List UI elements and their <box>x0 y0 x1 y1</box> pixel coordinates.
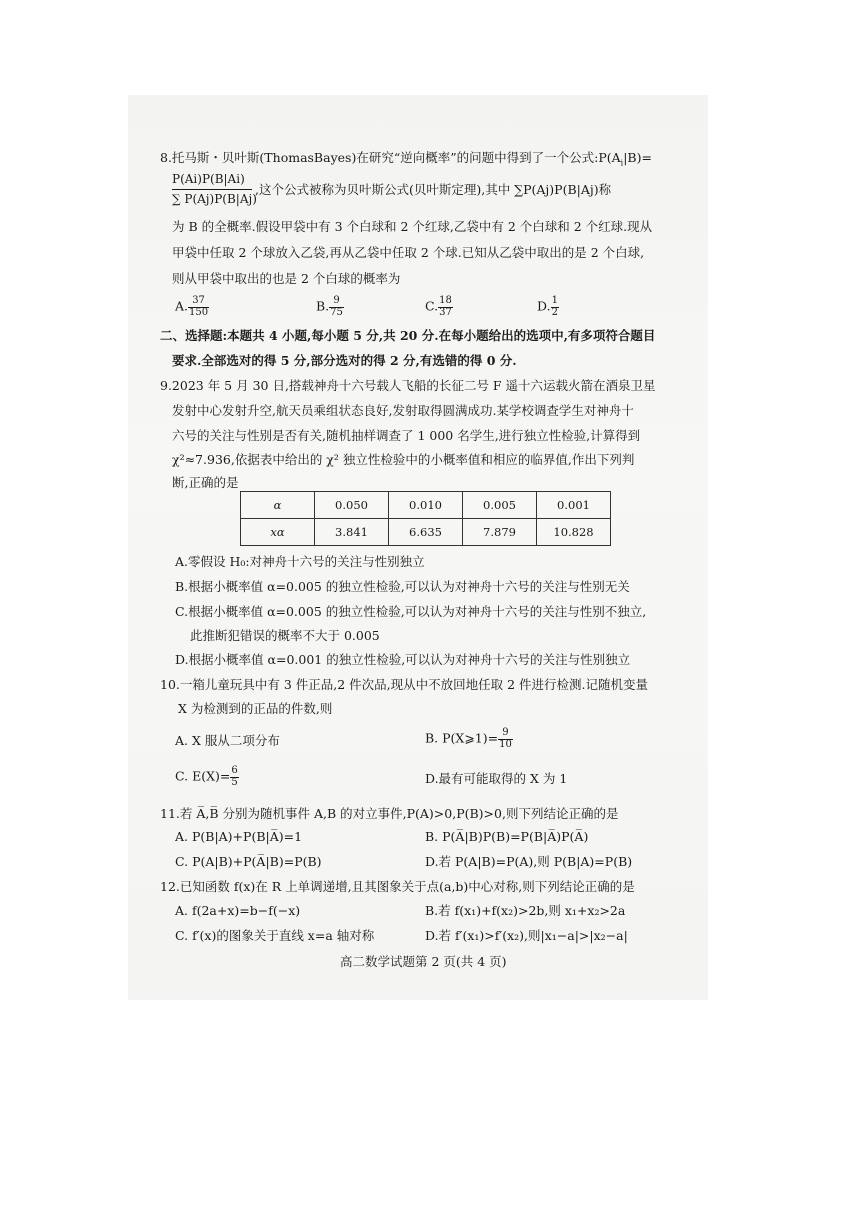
q9-option-c-line1: C.根据小概率值 α=0.005 的独立性检验,可以认为对神舟十六号的关注与性别不独立, <box>175 604 647 619</box>
q8-option-a: A. $\frac{37}{150}$ <box>175 295 209 318</box>
q9-option-b: B.根据小概率值 α=0.005 的独立性检验,可以认为对神舟十六号的关注与性别无关 <box>175 579 630 594</box>
q8-line2: ,这个公式被称为贝叶斯公式(贝叶斯定理),其中 ∑P(Aj)P(B|Aj)称 <box>255 182 612 197</box>
q12-option-d: D.若 f′(x₁)>f′(x₂),则|x₁−a|>|x₂−a| <box>425 928 628 943</box>
q11-option-a: A. P(B|A)+P(B|A̅)=1 <box>175 829 303 844</box>
q10-option-d: D.最有可能取得的 X 为 1 <box>425 771 568 786</box>
q9-line5: 断,正确的是 <box>172 475 239 490</box>
table-header-critical: xα <box>241 519 315 546</box>
critical-value-table <box>240 491 611 546</box>
bayes-denominator: ∑ P(Aj)P(B|Aj) <box>172 192 257 206</box>
q8-option-c: C. $\frac{18}{37}$ <box>425 295 452 318</box>
table-cell: 6.635 <box>389 519 463 546</box>
section2-heading-line2: 要求.全部选对的得 5 分,部分选对的得 2 分,有选错的得 0 分. <box>172 353 517 368</box>
q11-line1: 11.若 A̅,B̅ 分别为随机事件 A,B 的对立事件,P(A)>0,P(B)>0,则下列结论正确的是 <box>160 806 619 821</box>
bayes-numerator: P(Ai)P(B|Ai) <box>172 172 245 186</box>
table-row <box>241 492 611 519</box>
q10-option-c: C. E(X)= $\frac{6}{5}$ <box>175 765 238 788</box>
table-header-alpha: α <box>241 492 315 519</box>
q11-option-c: C. P(A|B)+P(A̅|B)=P(B) <box>175 854 322 869</box>
q10-line1: 10.一箱儿童玩具中有 3 件正品,2 件次品,现从中不放回地任取 2 件进行检测.记随机变量 <box>160 677 649 692</box>
q9-line2: 发射中心发射升空,航天员乘组状态良好,发射取得圆满成功.某学校调查学生对神舟十 <box>172 403 634 418</box>
table-cell: 0.050 <box>315 492 389 519</box>
q11-option-b: B. P(A̅|B)P(B)=P(B|A̅)P(A̅) <box>425 829 589 844</box>
q8-line1: 8.托马斯・贝叶斯(ThomasBayes)在研究“逆向概率”的问题中得到了一个公式$:P(A_i|B)=$ <box>160 150 652 168</box>
table-cell: 3.841 <box>315 519 389 546</box>
table-cell: 0.005 <box>463 492 537 519</box>
q8-option-b: B. $\frac{9}{75}$ <box>316 295 343 318</box>
q9-option-c-line2: 此推断犯错误的概率不大于 0.005 <box>190 628 380 643</box>
section2-heading-line1: 二、选择题:本题共 4 小题,每小题 5 分,共 20 分.在每小题给出的选项中,有多项符合题目 <box>160 328 656 343</box>
q12-line1: 12.已知函数 f(x)在 R 上单调递增,且其图象关于点(a,b)中心对称,则下列结论正确的是 <box>160 879 635 894</box>
q10-option-a: A. X 服从二项分布 <box>175 733 280 748</box>
table-cell: 0.001 <box>537 492 611 519</box>
table-cell: 7.879 <box>463 519 537 546</box>
q12-option-c: C. f′(x)的图象关于直线 x=a 轴对称 <box>175 928 375 943</box>
page-footer: 高二数学试题第 2 页(共 4 页) <box>340 954 507 969</box>
q12-option-a: A. f(2a+x)=b−f(−x) <box>175 903 301 918</box>
q8-line4: 甲袋中任取 2 个球放入乙袋,再从乙袋中任取 2 个球.已知从乙袋中取出的是 2 个白球, <box>172 245 645 260</box>
q9-line3: 六号的关注与性别是否有关,随机抽样调查了 1 000 名学生,进行独立性检验,计算得到 <box>172 428 641 443</box>
q11-option-d: D.若 P(A|B)=P(A),则 P(B|A)=P(B) <box>425 854 633 869</box>
q8-line5: 则从甲袋中取出的也是 2 个白球的概率为 <box>172 271 401 286</box>
table-cell: 10.828 <box>537 519 611 546</box>
q10-option-b: B. P(X⩾1)= $\frac{9}{10}$ <box>425 727 512 750</box>
q9-option-d: D.根据小概率值 α=0.001 的独立性检验,可以认为对神舟十六号的关注与性别独立 <box>175 652 631 667</box>
q9-line1: 9.2023 年 5 月 30 日,搭载神舟十六号载人飞船的长征二号 F 遥十六运载火箭在酒泉卫星 <box>160 378 656 393</box>
q9-line4: χ²≈7.936,依据表中给出的 χ² 独立性检验中的小概率值和相应的临界值,作出下列判 <box>172 452 635 467</box>
table-row <box>241 519 611 546</box>
q9-option-a: A.零假设 H₀:对神舟十六号的关注与性别独立 <box>175 554 425 569</box>
q8-line3: 为 B 的全概率.假设甲袋中有 3 个白球和 2 个红球,乙袋中有 2 个白球和 2 个红球.现从 <box>172 219 653 234</box>
q10-line2: X 为检测到的正品的件数,则 <box>178 701 333 716</box>
q12-option-b: B.若 f(x₁)+f(x₂)>2b,则 x₁+x₂>2a <box>425 903 626 918</box>
q8-option-d: D. $\frac{1}{2}$ <box>537 295 558 318</box>
table-cell: 0.010 <box>389 492 463 519</box>
